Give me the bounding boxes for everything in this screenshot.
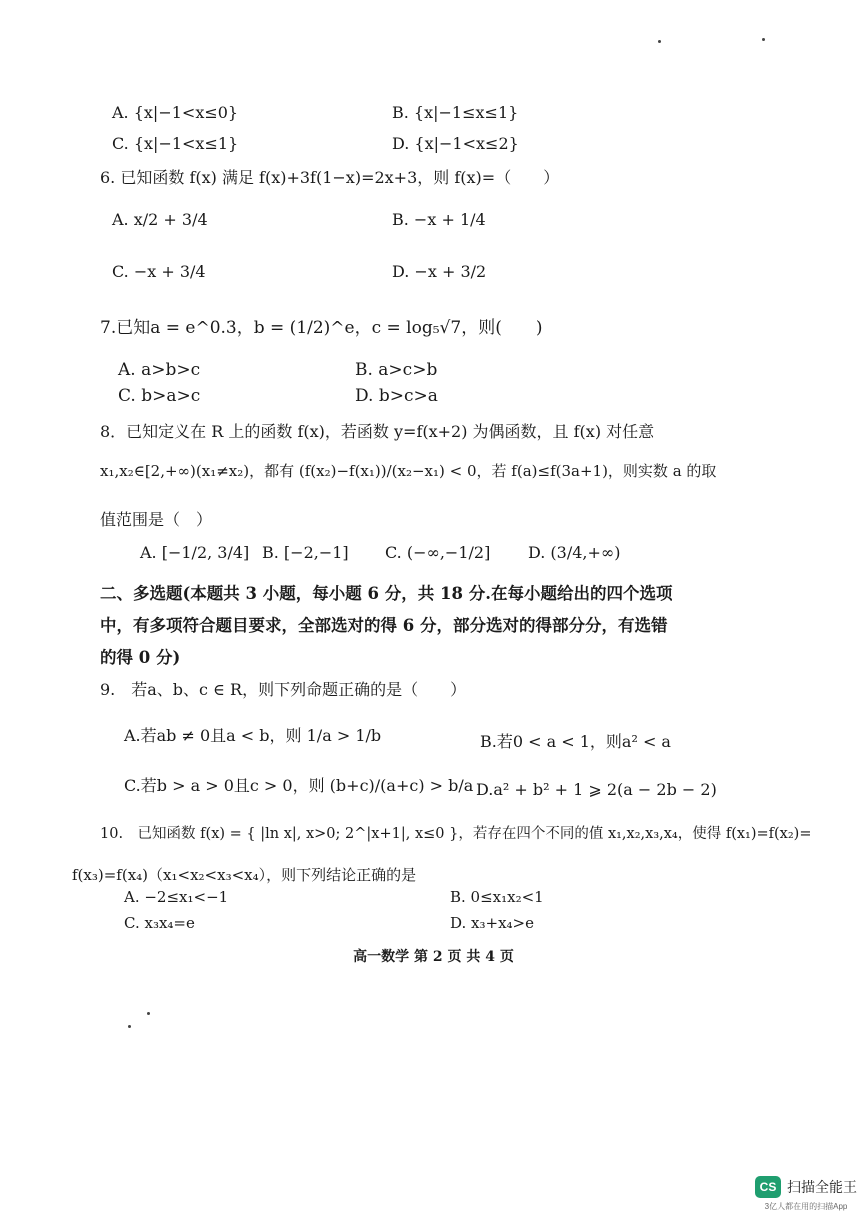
camscanner-logo-icon: CS	[755, 1176, 781, 1198]
brand-tagline: 3亿人都在用的扫描App	[764, 1202, 848, 1211]
q8-line-2: x₁,x₂∈[2,+∞)(x₁≠x₂)，都有 (f(x₂)−f(x₁))/(x₂−x₁) < 0，若 f(a)≤f(3a+1)，则实数 a 的取	[100, 462, 717, 480]
section2-line-2: 中，有多项符合题目要求，全部选对的得 6 分，部分选对的得部分分，有选错	[100, 616, 668, 635]
page-footer: 高一数学 第 2 页 共 4 页	[353, 949, 514, 965]
q8-line-1: 8．已知定义在 R 上的函数 f(x)，若函数 y=f(x+2) 为偶函数，且 f(x) 对任意	[100, 422, 655, 441]
section2-line-1: 二、多选题(本题共 3 小题，每小题 6 分，共 18 分.在每小题给出的四个选项	[100, 584, 673, 603]
q8-option-b: B. [−2,−1]	[262, 543, 349, 562]
q6-option-a: A. x/2 + 3/4	[112, 210, 208, 229]
q10-line-1: 10. 已知函数 f(x) = { |ln x|, x>0; 2^|x+1|, x≤0 }，若存在四个不同的值 x₁,x₂,x₃,x₄，使得 f(x₁)=f(x₂)=	[100, 826, 812, 842]
q6-stem: 6. 已知函数 f(x) 满足 f(x)+3f(1−x)=2x+3，则 f(x)=（ ）	[100, 168, 560, 187]
scan-speck	[658, 40, 661, 43]
q9-option-b: B.若0 < a < 1，则a² < a	[480, 732, 671, 751]
scanner-watermark	[755, 1176, 857, 1212]
section2-line-3: 的得 0 分)	[100, 648, 181, 667]
q7-option-d: D. b>c>a	[355, 386, 438, 406]
q10-option-c: C. x₃x₄=e	[124, 914, 195, 932]
q5-option-c: C. {x|−1<x≤1}	[112, 134, 239, 153]
q7-option-a: A. a>b>c	[118, 360, 201, 380]
q10-option-d: D. x₃+x₄>e	[450, 914, 534, 932]
q7-option-c: C. b>a>c	[118, 386, 201, 406]
q6-option-d: D. −x + 3/2	[392, 262, 487, 281]
q10-line-2: f(x₃)=f(x₄)（x₁<x₂<x₃<x₄），则下列结论正确的是	[72, 866, 417, 884]
scan-speck	[128, 1025, 131, 1028]
q9-option-a: A.若ab ≠ 0且a < b，则 1/a > 1/b	[124, 726, 382, 745]
q8-option-d: D. (3/4,+∞)	[528, 543, 621, 562]
q9-option-c: C.若b > a > 0且c > 0，则 (b+c)/(a+c) > b/a	[124, 776, 474, 795]
q8-option-a: A. [−1/2, 3/4]	[140, 543, 250, 562]
q10-option-a: A. −2≤x₁<−1	[124, 888, 229, 906]
q8-option-c: C. (−∞,−1/2]	[385, 543, 491, 562]
scan-speck	[147, 1012, 150, 1015]
q5-option-b: B. {x|−1≤x≤1}	[392, 103, 519, 122]
q8-line-3: 值范围是（ ）	[100, 510, 213, 529]
q10-option-b: B. 0≤x₁x₂<1	[450, 888, 544, 906]
q7-option-b: B. a>c>b	[355, 360, 438, 380]
q9-option-d: D.a² + b² + 1 ⩾ 2(a − 2b − 2)	[476, 780, 717, 799]
q5-option-d: D. {x|−1<x≤2}	[392, 134, 519, 153]
brand-name: 扫描全能王	[787, 1179, 857, 1195]
q6-option-c: C. −x + 3/4	[112, 262, 206, 281]
q9-stem: 9. 若a、b、c ∈ R，则下列命题正确的是（ ）	[100, 680, 467, 699]
q7-stem: 7.已知a = e^0.3，b = (1/2)^e，c = log₅√7，则( )	[100, 318, 543, 338]
q5-option-a: A. {x|−1<x≤0}	[112, 103, 239, 122]
q6-option-b: B. −x + 1/4	[392, 210, 486, 229]
scan-speck	[762, 38, 765, 41]
